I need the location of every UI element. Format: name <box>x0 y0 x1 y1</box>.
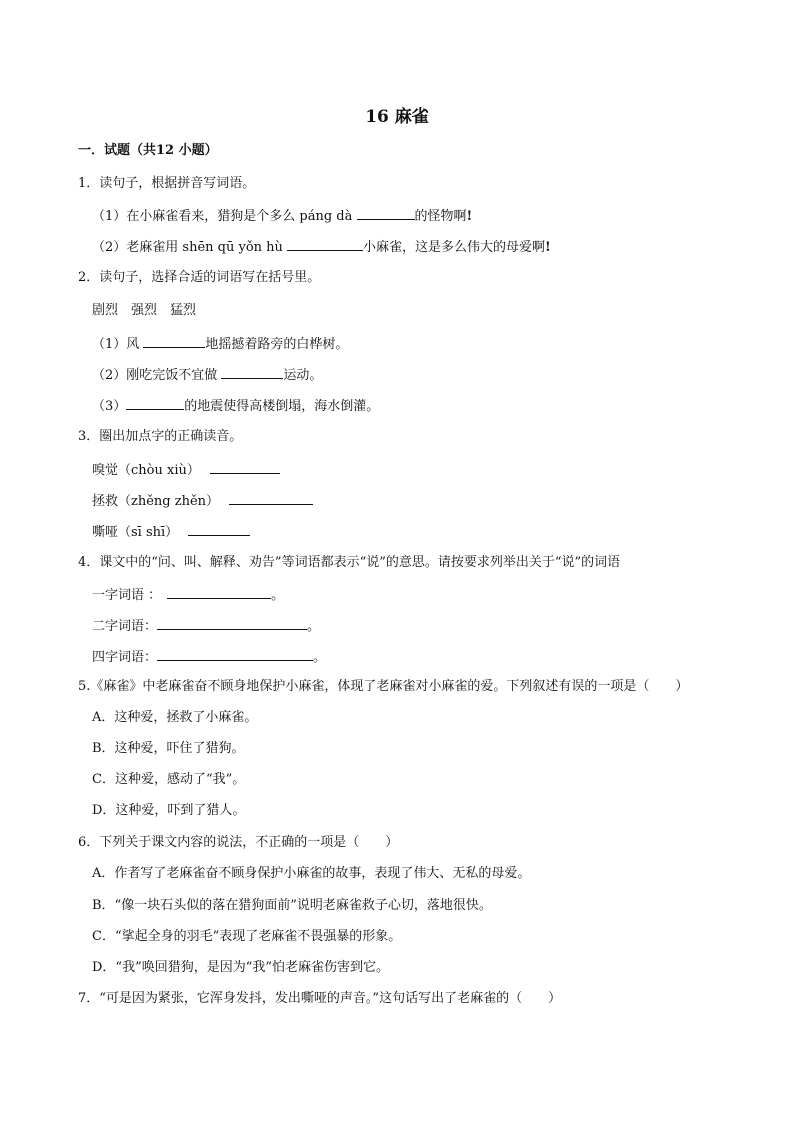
question-2-stem: 2．读句子，选择合适的词语写在括号里。 <box>78 270 321 285</box>
question-4-item-2 <box>92 617 320 635</box>
item-text: （2）刚吃完饭不宜做 <box>92 368 222 383</box>
answer-blank[interactable] <box>126 397 184 410</box>
question-6-option-d[interactable]: D．“我”唤回猎狗，是因为“我”怕老麻雀伤害到它。 <box>92 960 390 975</box>
question-1-stem: 1．读句子，根据拼音写词语。 <box>78 176 256 191</box>
item-text: 的怪物啊 <box>414 209 467 224</box>
question-5-option-b[interactable]: B．这种爱，吓住了猎狗。 <box>92 741 245 756</box>
item-text: 。 <box>307 619 321 634</box>
question-6-option-c[interactable]: C．“挲起全身的羽毛”表现了老麻雀不畏强暴的形象。 <box>92 929 402 944</box>
question-7-stem: 7．“可是因为紧张，它浑身发抖，发出嘶哑的声音。”这句话写出了老麻雀的（ ） <box>78 991 562 1006</box>
answer-blank[interactable] <box>357 207 415 220</box>
item-text: 小麻雀，这是多么伟大的母爱啊 <box>363 240 546 255</box>
answer-blank[interactable] <box>157 648 313 661</box>
page-title: 16 麻雀 <box>365 107 429 127</box>
question-4-item-3 <box>92 648 326 666</box>
answer-blank[interactable] <box>229 492 313 505</box>
question-5-option-a[interactable]: A．这种爱，拯救了小麻雀。 <box>92 710 258 725</box>
answer-blank[interactable] <box>167 586 271 599</box>
question-5-stem: 5.《麻雀》中老麻雀奋不顾身地保护小麻雀，体现了老麻雀对小麻雀的爱。下列叙述有误的一项是（ ） <box>78 679 689 694</box>
item-text: （1）风 <box>92 337 144 352</box>
item-text: 地摇撼着路旁的白桦树。 <box>205 337 349 352</box>
item-text: 。 <box>313 650 327 665</box>
item-text: 四字词语： <box>92 650 158 665</box>
question-6-option-b[interactable]: B．“像一块石头似的落在猎狗面前”说明老麻雀救子心切，落地很快。 <box>92 898 492 913</box>
answer-blank[interactable] <box>143 335 205 348</box>
item-text: （1）在小麻雀看来，猎狗是个多么 páng dà <box>92 209 357 224</box>
answer-blank[interactable] <box>210 461 280 474</box>
answer-blank[interactable] <box>287 238 363 251</box>
answer-blank[interactable] <box>221 366 283 379</box>
question-3-item-1 <box>92 461 280 479</box>
question-1-item-1 <box>92 207 472 225</box>
section-heading: 一．试题（共12 小题） <box>78 143 218 158</box>
question-4-item-1 <box>92 586 284 604</box>
exclamation-mark: ! <box>466 209 473 224</box>
question-2-item-2 <box>92 366 322 384</box>
question-6-option-a[interactable]: A．作者写了老麻雀奋不顾身保护小麻雀的故事，表现了伟大、无私的母爱。 <box>92 866 531 881</box>
item-text: 运动。 <box>283 368 323 383</box>
question-1-item-2 <box>92 238 551 256</box>
exclamation-mark: ! <box>545 240 551 255</box>
item-text: 嘶哑（sī shī） <box>92 525 179 540</box>
question-3-item-3 <box>92 523 250 541</box>
question-5-option-c[interactable]: C．这种爱，感动了“我”。 <box>92 772 246 787</box>
question-3-item-2 <box>92 492 313 510</box>
item-text: （3） <box>92 399 127 414</box>
item-text: 拯救（zhěng zhěn） <box>92 494 220 509</box>
answer-blank[interactable] <box>157 617 307 630</box>
item-text: （2）老麻雀用 shēn qū yǒn hù <box>92 240 288 255</box>
item-text: 嗅觉（chòu xiù） <box>92 463 200 478</box>
item-text: 。 <box>271 588 285 603</box>
question-2-choices: 剧烈 强烈 猛烈 <box>92 303 197 318</box>
question-5-option-d[interactable]: D．这种爱，吓到了猎人。 <box>92 803 246 818</box>
item-text: 二字词语： <box>92 619 158 634</box>
question-2-item-1 <box>92 335 348 353</box>
answer-blank[interactable] <box>188 523 250 536</box>
item-text: 的地震使得高楼倒塌，海水倒灌。 <box>184 399 380 414</box>
item-text: 一字词语 ： <box>92 588 162 603</box>
question-4-stem: 4．课文中的“问、叫、解释、劝告”等词语都表示“说”的意思。请按要求列举出关于“说”的词语 <box>78 555 621 570</box>
question-3-stem: 3．圈出加点字的正确读音。 <box>78 429 243 444</box>
question-2-item-3 <box>92 397 379 415</box>
question-6-stem: 6．下列关于课文内容的说法，不正确的一项是（ ） <box>78 835 399 850</box>
